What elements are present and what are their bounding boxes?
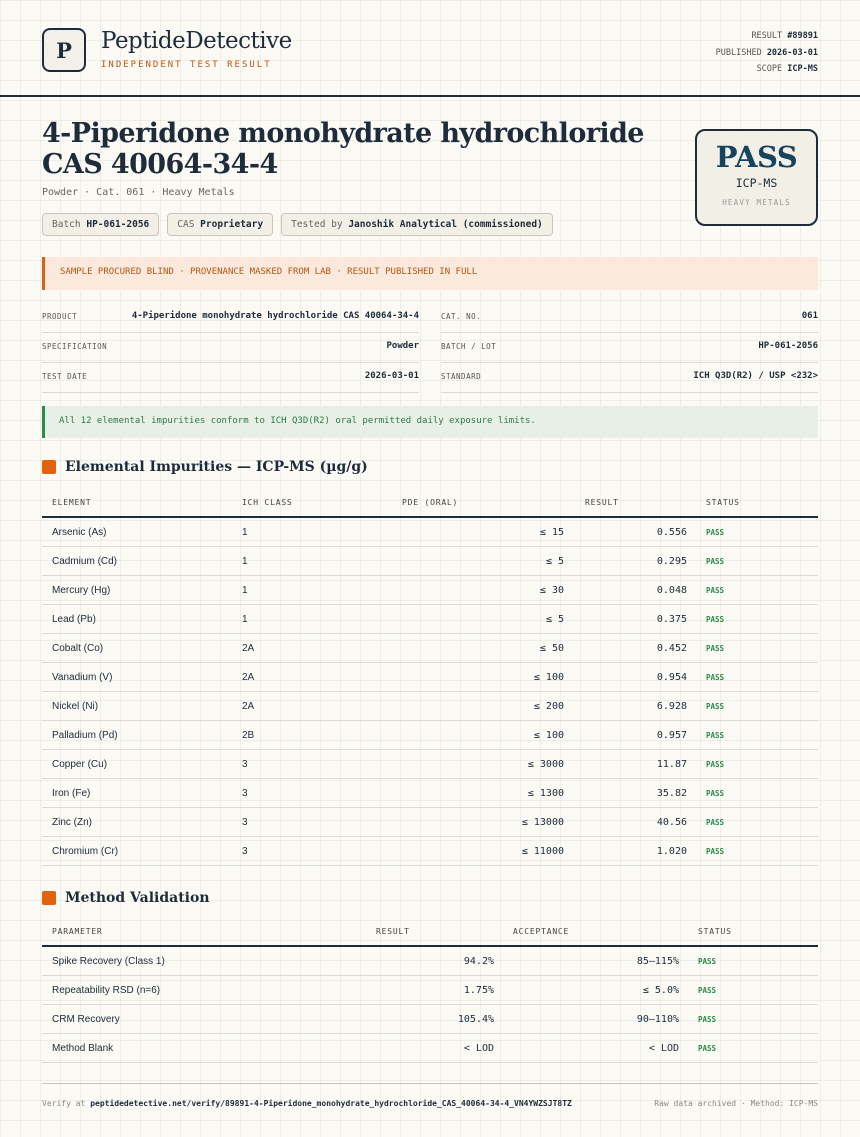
validation-section-title [42, 890, 210, 906]
published-label: PUBLISHED [715, 47, 762, 58]
validation-title: Method Validation [65, 890, 210, 906]
status-badge: PASS [687, 547, 818, 576]
brand-name: PeptideDetective [101, 28, 292, 54]
validation-result: 105.4% [362, 1005, 494, 1034]
col-val-result: RESULT [362, 917, 494, 946]
status-badge: PASS [687, 663, 818, 692]
status-badge: PASS [679, 1005, 818, 1034]
col-element: ELEMENT [42, 488, 242, 517]
table-row [42, 721, 818, 750]
table-row [42, 808, 818, 837]
result-value: 11.87 [565, 750, 687, 779]
result-value: 0.295 [565, 547, 687, 576]
element-name: Mercury (Hg) [42, 576, 242, 605]
report-meta [716, 28, 818, 78]
stamp-category: HEAVY METALS [722, 198, 791, 207]
result-value: 40.56 [565, 808, 687, 837]
pde-limit: ≤ 50 [377, 634, 565, 663]
info-cat-value: 061 [801, 311, 818, 321]
scope-label: SCOPE [756, 64, 783, 74]
ich-class: 3 [242, 779, 377, 808]
table-row [42, 634, 818, 663]
status-badge: PASS [687, 576, 818, 605]
acceptance-range: 85–115% [494, 946, 679, 976]
result-value: 6.928 [565, 692, 687, 721]
info-spec-label: SPECIFICATION [42, 342, 108, 351]
validation-result: 1.75% [362, 976, 494, 1005]
pde-limit: ≤ 3000 [377, 750, 565, 779]
pde-limit: ≤ 5 [377, 605, 565, 634]
table-row [42, 1034, 818, 1063]
ich-class: 2A [242, 692, 377, 721]
ich-class: 1 [242, 605, 377, 634]
status-badge: PASS [687, 837, 818, 866]
info-product-value: 4-Piperidone monohydrate hydrochloride CAS 40064-34-4 [131, 311, 419, 321]
cas-chip [167, 213, 273, 236]
parameter-name: Spike Recovery (Class 1) [42, 946, 362, 976]
status-badge: PASS [679, 1034, 818, 1063]
col-parameter: PARAMETER [42, 917, 362, 946]
result-value: 0.957 [565, 721, 687, 750]
report-header [0, 0, 860, 97]
result-id: #89891 [787, 31, 818, 41]
info-cat-no [441, 302, 818, 333]
ich-class: 1 [242, 517, 377, 547]
info-spec-value: Powder [386, 341, 419, 351]
verify-line [42, 1099, 572, 1108]
info-date-label: TEST DATE [42, 372, 88, 381]
ich-class: 3 [242, 837, 377, 866]
result-value: 0.452 [565, 634, 687, 663]
col-result: RESULT [565, 488, 687, 517]
table-row [42, 692, 818, 721]
pde-limit: ≤ 30 [377, 576, 565, 605]
table-row [42, 837, 818, 866]
status-badge: PASS [687, 692, 818, 721]
verify-link[interactable]: peptidedetective.net/verify/89891-4-Piperidone_monohydrate_hydrochloride_CAS_40064-34-4_VN4YWZSJT8TZ [90, 1099, 572, 1108]
pde-limit: ≤ 100 [377, 663, 565, 692]
info-standard [441, 362, 818, 393]
status-badge: PASS [687, 605, 818, 634]
cas-chip-label: CAS [177, 219, 195, 230]
conformance-banner: All 12 elemental impurities conform to ICH Q3D(R2) oral permitted daily exposure limits. [42, 406, 818, 438]
parameter-name: Repeatability RSD (n=6) [42, 976, 362, 1005]
info-cat-label: CAT. NO. [441, 312, 482, 321]
ich-class: 2B [242, 721, 377, 750]
element-name: Iron (Fe) [42, 779, 242, 808]
info-batch-label: BATCH / LOT [441, 342, 497, 351]
page-title: 4-Piperidone monohydrate hydrochloride CAS 40064-34-4 [42, 118, 644, 180]
pde-limit: ≤ 11000 [377, 837, 565, 866]
info-product-label: PRODUCT [42, 312, 78, 321]
info-standard-value: ICH Q3D(R2) / USP <232> [693, 371, 818, 381]
pde-limit: ≤ 100 [377, 721, 565, 750]
info-test-date [42, 362, 419, 393]
pde-limit: ≤ 1300 [377, 779, 565, 808]
table-row [42, 946, 818, 976]
validation-header-row [42, 917, 818, 946]
result-value: 0.954 [565, 663, 687, 692]
ich-class: 1 [242, 576, 377, 605]
result-value: 1.020 [565, 837, 687, 866]
impurities-section-title [42, 459, 368, 475]
published-date: 2026-03-01 [766, 47, 818, 58]
info-specification [42, 332, 419, 363]
element-name: Vanadium (V) [42, 663, 242, 692]
ich-class: 2A [242, 663, 377, 692]
col-val-status: STATUS [679, 917, 818, 946]
result-value: 35.82 [565, 779, 687, 808]
tested-by-label: Tested by [291, 219, 343, 230]
section-marker-icon [42, 891, 56, 905]
acceptance-range: ≤ 5.0% [494, 976, 679, 1005]
element-name: Zinc (Zn) [42, 808, 242, 837]
tested-by-chip [281, 213, 553, 236]
stamp-verdict: PASS [715, 140, 798, 174]
acceptance-range: 90–110% [494, 1005, 679, 1034]
status-badge: PASS [687, 721, 818, 750]
status-badge: PASS [679, 976, 818, 1005]
status-badge: PASS [687, 808, 818, 837]
section-marker-icon [42, 460, 56, 474]
table-row [42, 576, 818, 605]
element-name: Cadmium (Cd) [42, 547, 242, 576]
batch-chip [42, 213, 159, 236]
batch-chip-value: HP-061-2056 [86, 219, 150, 230]
table-row [42, 779, 818, 808]
table-row [42, 547, 818, 576]
scope-value: ICP-MS [787, 64, 818, 74]
table-row [42, 750, 818, 779]
pde-limit: ≤ 200 [377, 692, 565, 721]
batch-chip-label: Batch [52, 219, 81, 230]
validation-result: 94.2% [362, 946, 494, 976]
info-product [42, 302, 419, 333]
archive-note: Raw data archived · Method: ICP-MS [654, 1099, 818, 1108]
element-name: Lead (Pb) [42, 605, 242, 634]
brand-logo-letter: P [56, 37, 72, 63]
element-name: Copper (Cu) [42, 750, 242, 779]
col-acceptance: ACCEPTANCE [494, 917, 679, 946]
verify-label: Verify at [42, 1099, 86, 1108]
table-row [42, 976, 818, 1005]
stamp-method: ICP-MS [735, 176, 778, 190]
table-row [42, 517, 818, 547]
element-name: Chromium (Cr) [42, 837, 242, 866]
footer-divider [42, 1083, 818, 1084]
product-chips [42, 213, 553, 236]
blind-sampling-notice: SAMPLE PROCURED BLIND · PROVENANCE MASKED FROM LAB · RESULT PUBLISHED IN FULL [42, 257, 818, 290]
result-value: 0.556 [565, 517, 687, 547]
element-name: Arsenic (As) [42, 517, 242, 547]
element-name: Palladium (Pd) [42, 721, 242, 750]
validation-result: < LOD [362, 1034, 494, 1063]
parameter-name: Method Blank [42, 1034, 362, 1063]
table-row [42, 1005, 818, 1034]
pde-limit: ≤ 15 [377, 517, 565, 547]
impurities-table [42, 488, 818, 866]
table-row [42, 605, 818, 634]
ich-class: 3 [242, 808, 377, 837]
brand-tagline: INDEPENDENT TEST RESULT [101, 60, 272, 70]
pass-stamp [695, 129, 818, 226]
col-pde: PDE (ORAL) [377, 488, 565, 517]
tested-by-value: Janoshik Analytical (commissioned) [348, 219, 543, 230]
result-id-label: RESULT [751, 31, 783, 41]
ich-class: 1 [242, 547, 377, 576]
parameter-name: CRM Recovery [42, 1005, 362, 1034]
validation-table [42, 917, 818, 1063]
brand-logo [42, 28, 86, 72]
cas-chip-value: Proprietary [200, 219, 264, 230]
col-status: STATUS [687, 488, 818, 517]
ich-class: 2A [242, 634, 377, 663]
status-badge: PASS [687, 779, 818, 808]
info-standard-label: STANDARD [441, 372, 482, 381]
info-batch [441, 332, 818, 363]
col-ich-class: ICH CLASS [242, 488, 377, 517]
element-name: Cobalt (Co) [42, 634, 242, 663]
pde-limit: ≤ 13000 [377, 808, 565, 837]
result-value: 0.375 [565, 605, 687, 634]
status-badge: PASS [687, 517, 818, 547]
info-batch-value: HP-061-2056 [758, 341, 818, 351]
impurities-title: Elemental Impurities — ICP-MS (µg/g) [65, 459, 368, 475]
impurities-header-row [42, 488, 818, 517]
element-name: Nickel (Ni) [42, 692, 242, 721]
status-badge: PASS [679, 946, 818, 976]
acceptance-range: < LOD [494, 1034, 679, 1063]
product-subtitle: Powder · Cat. 061 · Heavy Metals [42, 187, 235, 198]
info-date-value: 2026-03-01 [364, 371, 419, 381]
ich-class: 3 [242, 750, 377, 779]
status-badge: PASS [687, 750, 818, 779]
status-badge: PASS [687, 634, 818, 663]
pde-limit: ≤ 5 [377, 547, 565, 576]
table-row [42, 663, 818, 692]
result-value: 0.048 [565, 576, 687, 605]
